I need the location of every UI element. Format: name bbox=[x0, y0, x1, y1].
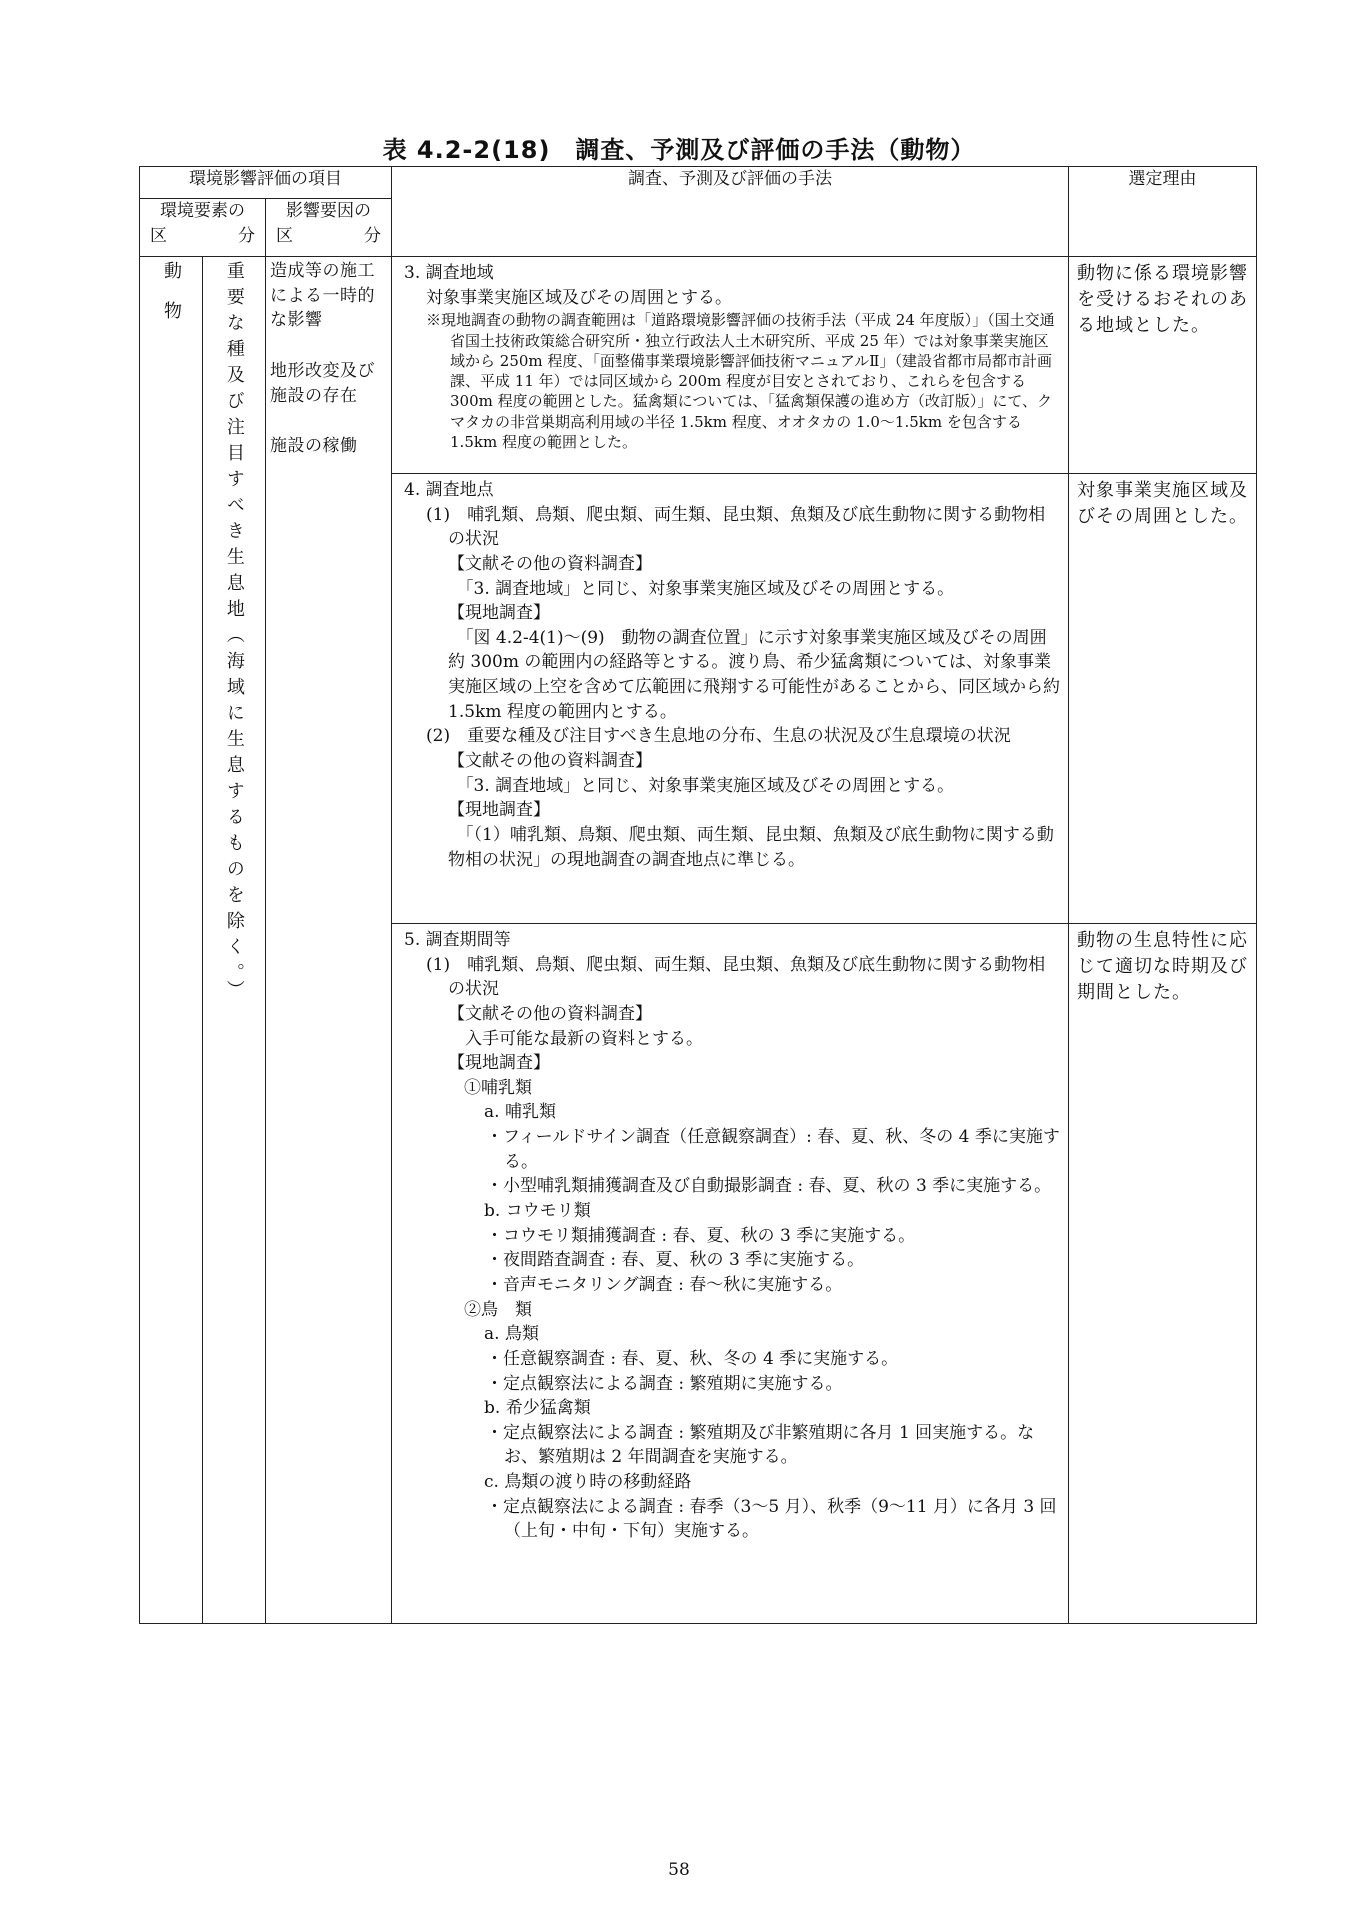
method-line: 【現地調査】 bbox=[448, 800, 551, 821]
method-line: 【文献その他の資料調査】 bbox=[448, 751, 653, 772]
method-line: (1) 哺乳類、鳥類、爬虫類、両生類、昆虫類、魚類及び底生動物に関する動物相の状況 bbox=[426, 954, 1046, 1000]
method-line: 【文献その他の資料調査】 bbox=[448, 1003, 653, 1024]
element-sub-cell bbox=[203, 257, 266, 1624]
header-cause-bun: 分 bbox=[364, 225, 382, 246]
header-cause bbox=[266, 199, 392, 257]
method-line: 【文献その他の資料調査】 bbox=[448, 553, 653, 574]
reason-survey-points: 対象事業実施区域及びその周囲とした。 bbox=[1069, 474, 1257, 924]
method-line: ・フィールドサイン調査（任意観察調査）: 春、夏、秋、冬の 4 季に実施する。 bbox=[486, 1127, 1060, 1172]
method-line: 【現地調査】 bbox=[448, 1053, 551, 1074]
header-group: 環境影響評価の項目 bbox=[140, 167, 392, 199]
header-reason: 選定理由 bbox=[1069, 167, 1257, 257]
method-line: ・夜間踏査調査 : 春、夏、秋の 3 季に実施する。 bbox=[486, 1250, 865, 1271]
header-cause-line1: 影響要因の bbox=[286, 201, 371, 221]
method-line: 【現地調査】 bbox=[448, 603, 551, 624]
header-element-line1: 環境要素の bbox=[160, 201, 245, 221]
reason-survey-area: 動物に係る環境影響を受けるおそれのある地域とした。 bbox=[1069, 257, 1257, 474]
method-line: b. 希少猛禽類 bbox=[484, 1398, 591, 1419]
reason-survey-period: 動物の生息特性に応じて適切な時期及び期間とした。 bbox=[1069, 924, 1257, 1624]
method-line: b. コウモリ類 bbox=[484, 1201, 591, 1222]
method-line: ※現地調査の動物の調査範囲は「道路環境影響評価の技術手法（平成 24 年度版）」（国土交通省国土技術政策総合研究所・独立行政法人土木研究所、平成 25 年）では対象事業実施区域から 250m 程度、「面整備事業環境影響評価技術マニュアルⅡ」（建設省都市局都市計画課、平成 11 年）では同区域から 200m 程度が目安とされており、これらを包含する 300m 程度の範囲とした。猛禽類については、「猛禽類保護の進め方（改訂版）」にて、クマタカの非営巣期高利用域の半径 1.5km 程度、オオタカの 1.0～1.5km を包含する 1.5km 程度の範囲とした。 bbox=[426, 311, 1055, 451]
page-number: 58 bbox=[668, 1860, 690, 1880]
cause-operation: 施設の稼働 bbox=[270, 436, 358, 457]
cause-cell bbox=[266, 257, 392, 1624]
method-line: 対象事業実施区域及びその周囲とする。 bbox=[426, 287, 733, 308]
method-line: ・定点観察法による調査 : 春季（3～5 月）、秋季（9～11 月）に各月 3 回（上旬・中旬・下旬）実施する。 bbox=[486, 1496, 1057, 1542]
header-element bbox=[140, 199, 266, 257]
method-line: 4. 調査地点 bbox=[404, 480, 494, 500]
element-main: 動物 bbox=[161, 261, 182, 341]
method-line: ①哺乳類 bbox=[464, 1077, 533, 1098]
cause-alteration: 地形改変及び施設の存在 bbox=[270, 360, 375, 406]
header-element-ku: 区 bbox=[150, 225, 167, 246]
method-line: 「3. 調査地域」と同じ、対象事業実施区域及びその周囲とする。 bbox=[448, 775, 955, 796]
method-line: ・コウモリ類捕獲調査 : 春、夏、秋の 3 季に実施する。 bbox=[486, 1225, 916, 1246]
method-line: ・音声モニタリング調査 : 春～秋に実施する。 bbox=[486, 1274, 843, 1295]
method-line: 3. 調査地域 bbox=[404, 263, 494, 283]
element-sub: 重要な種及び注目すべき生息地（海域に生息するものを除く。） bbox=[223, 261, 245, 1006]
method-line: 「3. 調査地域」と同じ、対象事業実施区域及びその周囲とする。 bbox=[448, 578, 955, 599]
method-line: (2) 重要な種及び注目すべき生息地の分布、生息の状況及び生息環境の状況 bbox=[426, 726, 1011, 747]
method-table bbox=[139, 166, 1257, 1624]
header-cause-ku: 区 bbox=[276, 225, 293, 246]
cause-construction: 造成等の施工による一時的な影響 bbox=[270, 261, 375, 331]
method-line: 5. 調査期間等 bbox=[404, 930, 511, 950]
method-line: ②鳥 類 bbox=[464, 1299, 533, 1320]
method-line: 「図 4.2-4(1)～(9) 動物の調査位置」に示す対象事業実施区域及びその周囲約 300m の範囲内の経路等とする。渡り鳥、希少猛禽類については、対象事業実施区域の上空を含めて広範囲に飛翔する可能性があることから、同区域から約 1.5km 程度の範囲内とする。 bbox=[448, 627, 1066, 722]
method-line: a. 鳥類 bbox=[484, 1324, 539, 1345]
header-element-bun: 分 bbox=[238, 225, 255, 246]
header-method: 調査、予測及び評価の手法 bbox=[392, 167, 1069, 257]
page-title: 表 4.2-2(18) 調査、予測及び評価の手法（動物） bbox=[382, 136, 976, 164]
method-line: ・任意観察調査 : 春、夏、秋、冬の 4 季に実施する。 bbox=[486, 1348, 899, 1369]
method-line: a. 哺乳類 bbox=[484, 1102, 556, 1123]
method-line: 入手可能な最新の資料とする。 bbox=[448, 1028, 704, 1049]
method-line: c. 鳥類の渡り時の移動経路 bbox=[484, 1472, 692, 1493]
method-line: ・小型哺乳類捕獲調査及び自動撮影調査 : 春、夏、秋の 3 季に実施する。 bbox=[486, 1176, 1052, 1197]
method-line: ・定点観察法による調査 : 繁殖期及び非繁殖期に各月 1 回実施する。なお、繁殖期は 2 年間調査を実施する。 bbox=[486, 1422, 1035, 1468]
method-survey-period bbox=[392, 924, 1069, 1624]
method-line: (1) 哺乳類、鳥類、爬虫類、両生類、昆虫類、魚類及び底生動物に関する動物相の状況 bbox=[426, 504, 1046, 550]
method-line: 「（1）哺乳類、鳥類、爬虫類、両生類、昆虫類、魚類及び底生動物に関する動物相の状況」の現地調査の調査地点に準じる。 bbox=[448, 824, 1054, 870]
method-survey-points bbox=[392, 474, 1069, 924]
element-main-cell bbox=[140, 257, 203, 1624]
method-survey-area bbox=[392, 257, 1069, 474]
method-line: ・定点観察法による調査 : 繁殖期に実施する。 bbox=[486, 1373, 843, 1394]
